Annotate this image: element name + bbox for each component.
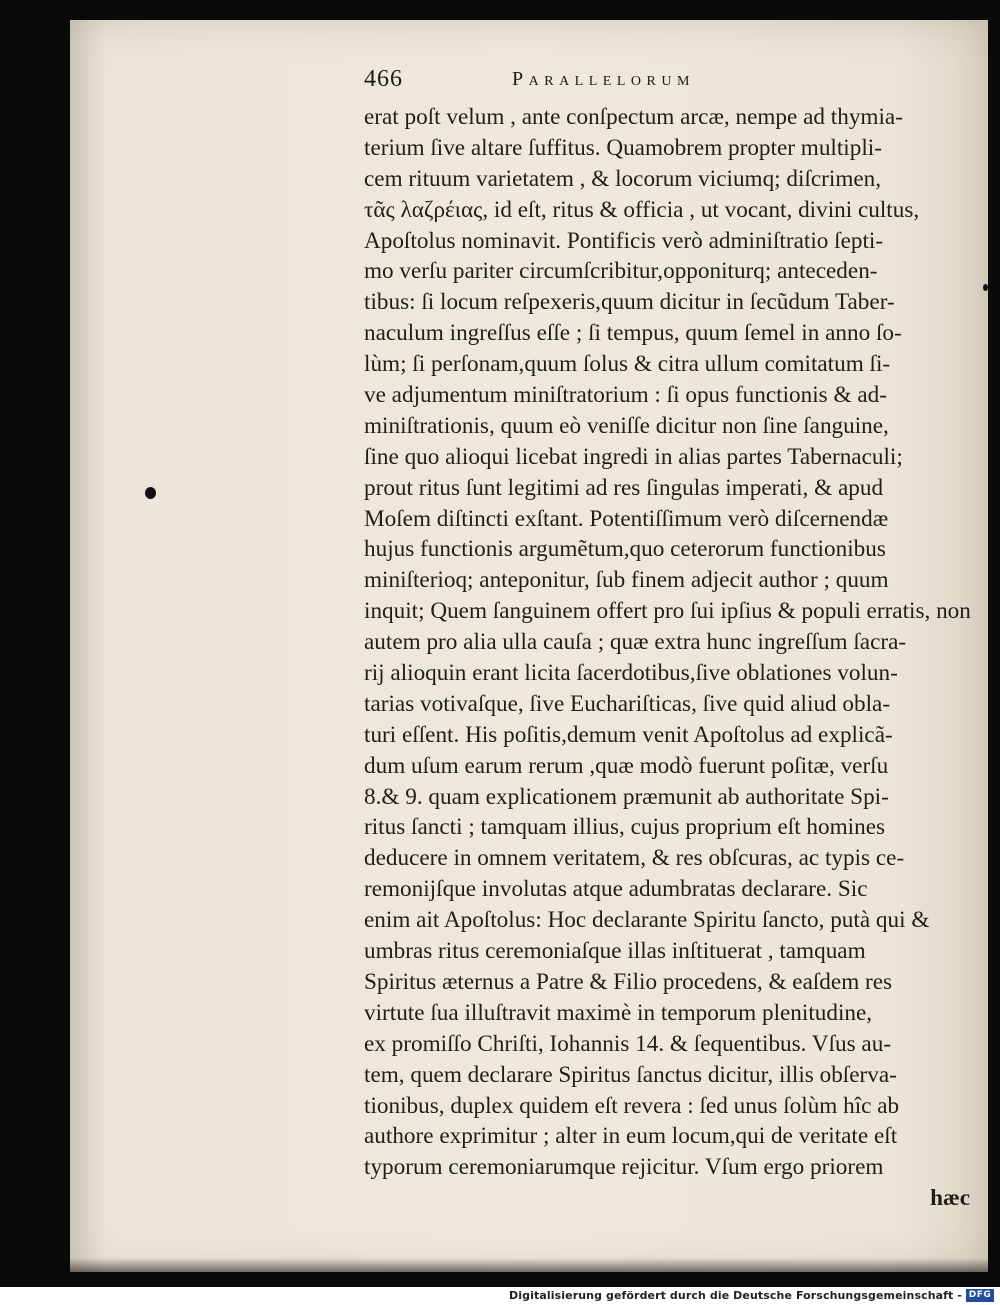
text-line: tionibus, duplex quidem eſt revera : ſed unus ſolùm hîc ab (364, 1092, 900, 1119)
text-line: inquit; Quem ſanguinem offert pro ſui ipſius & populi erratis, non (364, 598, 971, 625)
text-line: typorum ceremoniarumque rejicitur. Vſum ergo priorem (364, 1154, 884, 1181)
text-line: miniſtrationis, quum eò veniſſe dicitur non ſine ſanguine, (364, 412, 889, 439)
ink-spot-left (145, 487, 156, 499)
text-line: ve adjumentum miniſtratorium : ſi opus functionis & ad- (364, 382, 887, 409)
page-number: 466 (364, 66, 403, 92)
text-line: turi eſſent. His poſitis,demum venit Apoſtolus ad explicã- (364, 721, 893, 748)
text-line: ex promiſſo Chriſti, Iohannis 14. & ſequentibus. Vſus au- (364, 1030, 892, 1057)
text-line: miniſterioq; anteponitur, ſub finem adjecit author ; quum (364, 567, 889, 594)
text-line: prout ritus ſunt legitimi ad res ſingulas imperati, & apud (364, 474, 884, 501)
text-line: Moſem diſtincti exſtant. Potentiſſimum verò diſcernendæ (364, 505, 889, 532)
text-line: tarias votivaſque, ſive Euchariſticas, ſive quid aliud obla- (364, 690, 891, 717)
catchword: hæc (930, 1185, 970, 1212)
text-line: Spiritus æternus a Patre & Filio procedens, & eaſdem res (364, 968, 893, 995)
ink-spot-right (983, 284, 988, 291)
digitization-footer (0, 1287, 1000, 1305)
text-line: cem rituum varietatem , & locorum viciumq; diſcrimen, (364, 165, 882, 192)
text-line: naculum ingreſſus eſſe ; ſi tempus, quum ſemel in anno ſo- (364, 320, 902, 347)
text-line: dum uſum earum rerum ,quæ modò fuerunt poſitæ, verſu (364, 752, 889, 779)
text-line: enim ait Apoſtolus: Hoc declarante Spiritu ſancto, putà qui & (364, 907, 930, 934)
text-line: virtute ſua illuſtravit maximè in temporum plenitudine, (364, 999, 873, 1026)
text-line: hujus functionis argumẽtum,quo ceterorum functionibus (364, 536, 886, 563)
text-line: deducere in omnem veritatem, & res obſcuras, ac typis ce- (364, 845, 905, 872)
text-line: 8.& 9. quam explicationem præmunit ab authoritate Spi- (364, 783, 889, 810)
text-line: authore exprimitur ; alter in eum locum,qui de veritate eſt (364, 1123, 898, 1150)
body-text (364, 102, 974, 1214)
text-line: lùm; ſi perſonam,quum ſolus & citra ullum comitatum ſi- (364, 351, 891, 378)
text-line: tem, quem declarare Spiritus ſanctus dicitur, illis obſerva- (364, 1061, 897, 1088)
text-line: ſine quo alioqui licebat ingredi in alias partes Tabernaculi; (364, 443, 903, 470)
running-head: Parallelorum (512, 68, 695, 90)
dfg-logo: DFG (966, 1289, 994, 1302)
text-line: remonijſque involutas atque adumbratas declarare. Sic (364, 876, 868, 903)
text-line: terium ſive altare ſuffitus. Quamobrem propter multipli- (364, 134, 882, 161)
text-line: tibus: ſi locum reſpexeris,quum dicitur in ſecũdum Taber- (364, 289, 895, 316)
text-line: mo verſu pariter circumſcribitur,opponiturq; anteceden- (364, 258, 878, 285)
text-line: erat poſt velum , ante conſpectum arcæ, nempe ad thymia- (364, 104, 903, 130)
page-header (364, 66, 824, 100)
text-line: umbras ritus ceremoniaſque illas inſtituerat , tamquam (364, 938, 866, 965)
text-line: ritus ſancti ; tamquam illius, cujus proprium eſt homines (364, 814, 886, 841)
text-line: autem pro alia ulla cauſa ; quæ extra hunc ingreſſum ſacra- (364, 629, 907, 656)
text-line: τᾶς λαζρέιας, id eſt, ritus & officia , ut vocant, divini cultus, (364, 196, 920, 223)
funding-credit: Digitalisierung gefördert durch die Deutsche Forschungsgemeinschaft - (509, 1289, 962, 1302)
text-line: Apoſtolus nominavit. Pontificis verò adminiſtratio ſepti- (364, 227, 884, 254)
text-line: rij alioquin erant licita ſacerdotibus,ſive oblationes volun- (364, 660, 898, 687)
